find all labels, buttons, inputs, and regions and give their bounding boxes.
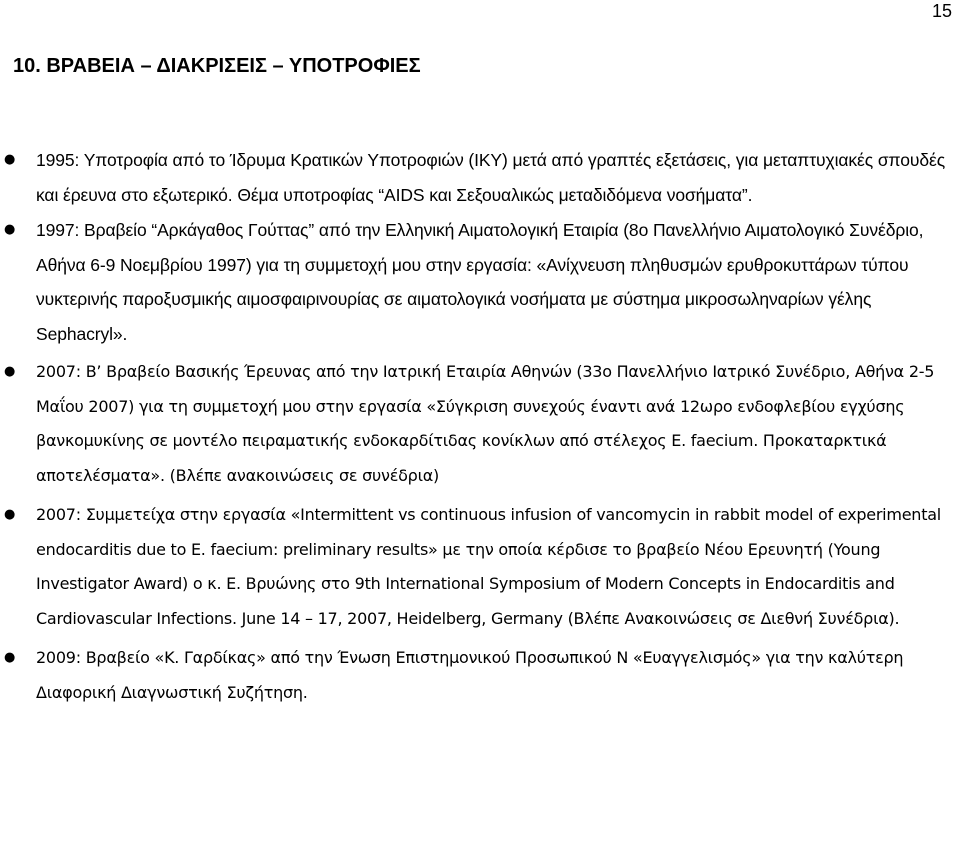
bullet-icon: ● (4, 222, 16, 237)
award-item-1997 (0, 213, 950, 351)
bullet-icon: ● (4, 152, 16, 167)
page-number: 15 (931, 1, 952, 21)
award-text: 2009: Βραβείο «Κ. Γαρδίκας» από την Ένωση Επιστημονικού Προσωπικού Ν «Ευαγγελισμός» για την καλύτερη Διαφορική Διαγνωστική Συζήτηση. (36, 648, 904, 702)
award-text: 2007: Συμμετείχα στην εργασία «Intermittent vs continuous infusion of vancomycin in rabbit model of experimental endocarditis due to E. faecium: preliminary results» με την οποία κέρδισε το βραβείο Νέου Ερευνητή (Young Investigator Award) ο κ. Ε. Βρυώνης στο 9th International Symposium of Modern Concepts in Endocarditis and Cardiovascular Infections. June 14 – 17, 2007, Heidelberg, Germany (Βλέπε Ανακοινώσεις σε Διεθνή Συνέδρια). (36, 505, 941, 628)
bullet-icon: ● (4, 364, 16, 379)
award-text: 1995: Υποτροφία από το Ίδρυμα Κρατικών Υποτροφιών (ΙΚΥ) μετά από γραπτές εξετάσεις, για μεταπτυχιακές σπουδές και έρευνα στο εξωτερικό. Θέμα υποτροφίας “AIDS και Σεξουαλικώς μεταδιδόμενα νοσήματα”. (36, 150, 946, 205)
awards-list (0, 143, 950, 710)
award-text: 2007: Β’ Βραβείο Βασικής Έρευνας από την Ιατρική Εταιρία Αθηνών (33ο Πανελλήνιο Ιατρικό Συνέδριο, Αθήνα 2-5 Μαΐου 2007) για τη συμμετοχή μου στην εργασία «Σύγκριση συνεχούς έναντι ανά 12ωρο ενδοφλεβίου εγχύσης βανκομυκίνης σε μοντέλο πειραματικής ενδοκαρδίτιδας κονίκλων από στέλεχος E. faecium. Προκαταρκτικά αποτελέσματα». (Βλέπε ανακοινώσεις σε συνέδρια) (36, 362, 935, 485)
award-item-2007-basic-research (0, 355, 950, 493)
section-heading: 10. ΒΡΑΒΕΙΑ – ΔΙΑΚΡΙΣΕΙΣ – ΥΠΟΤΡΟΦΙΕΣ (13, 55, 421, 77)
award-item-2009 (0, 641, 950, 710)
bullet-icon: ● (4, 507, 16, 522)
award-item-2007-young-investigator (0, 498, 950, 636)
award-item-1995 (0, 143, 950, 212)
bullet-icon: ● (4, 650, 16, 665)
award-text: 1997: Βραβείο “Αρκάγαθος Γούττας” από την Ελληνική Αιματολογική Εταιρία (8ο Πανελλήνιο Αιματολογικό Συνέδριο, Αθήνα 6-9 Νοεμβρίου 1997) για τη συμμετοχή μου στην εργασία: «Ανίχνευση πληθυσμών ερυθροκυττάρων τύπου νυκτερινής παροξυσμικής αιμοσφαιρινουρίας σε αιματολογικά νοσήματα με σύστημα μικροσωληναρίων γέλης Sephacryl». (36, 220, 924, 344)
